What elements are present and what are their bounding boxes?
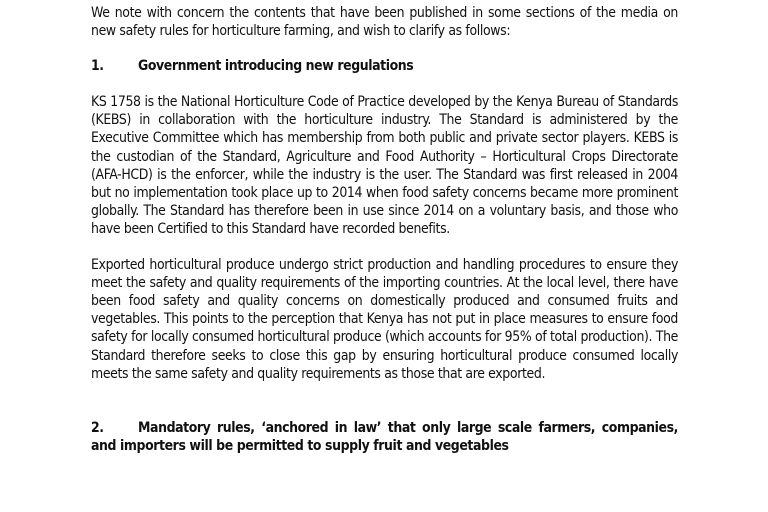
section-2-number: 2.: [91, 419, 104, 436]
intro-paragraph: We note with concern the contents that have been published in some sections of the media on new safety rules for horticulture farming, and wish to clarify as follows:: [91, 5, 678, 40]
section-1-number: 1.: [91, 58, 104, 75]
section-2-title: Mandatory rules, ‘anchored in law’ that only large scale farmers, companies, and importers will be permitted to supply fruit and vegetables: [91, 419, 678, 454]
document-page: [91, 4, 678, 473]
section-1-paragraph-1: KS 1758 is the National Horticulture Code of Practice developed by the Kenya Bureau of Standards (KEBS) in collaboration with the horticulture industry. The Standard is administered by the Executive Committee which has membership from both public and private sector players. KEBS is the custodian of the Standard, Agriculture and Food Authority – Horticultural Crops Directorate (AFA-HCD) is the enforcer, while the industry is the user. The Standard was first released in 2004 but no implementation took place up to 2014 when food safety concerns became more prominent globally. The Standard has therefore been in use since 2014 on a voluntary basis, and those who have been Certified to this Standard have recorded benefits.: [91, 94, 678, 237]
section-1-heading: [91, 57, 678, 75]
section-2-heading: [91, 419, 678, 455]
section-1-title: Government introducing new regulations: [138, 58, 414, 75]
section-1-paragraph-2: Exported horticultural produce undergo strict production and handling procedures to ensure they meet the safety and quality requirements of the importing countries. At the local level, there have been food safety and quality concerns on domestically produced and consumed fruits and vegetables. This points to the perception that Kenya has not put in place measures to ensure food safety for locally consumed horticultural produce (which accounts for 95% of total production). The Standard therefore seeks to close this gap by ensuring horticultural produce consumed locally meets the same safety and quality requirements as those that are exported.: [91, 257, 678, 382]
